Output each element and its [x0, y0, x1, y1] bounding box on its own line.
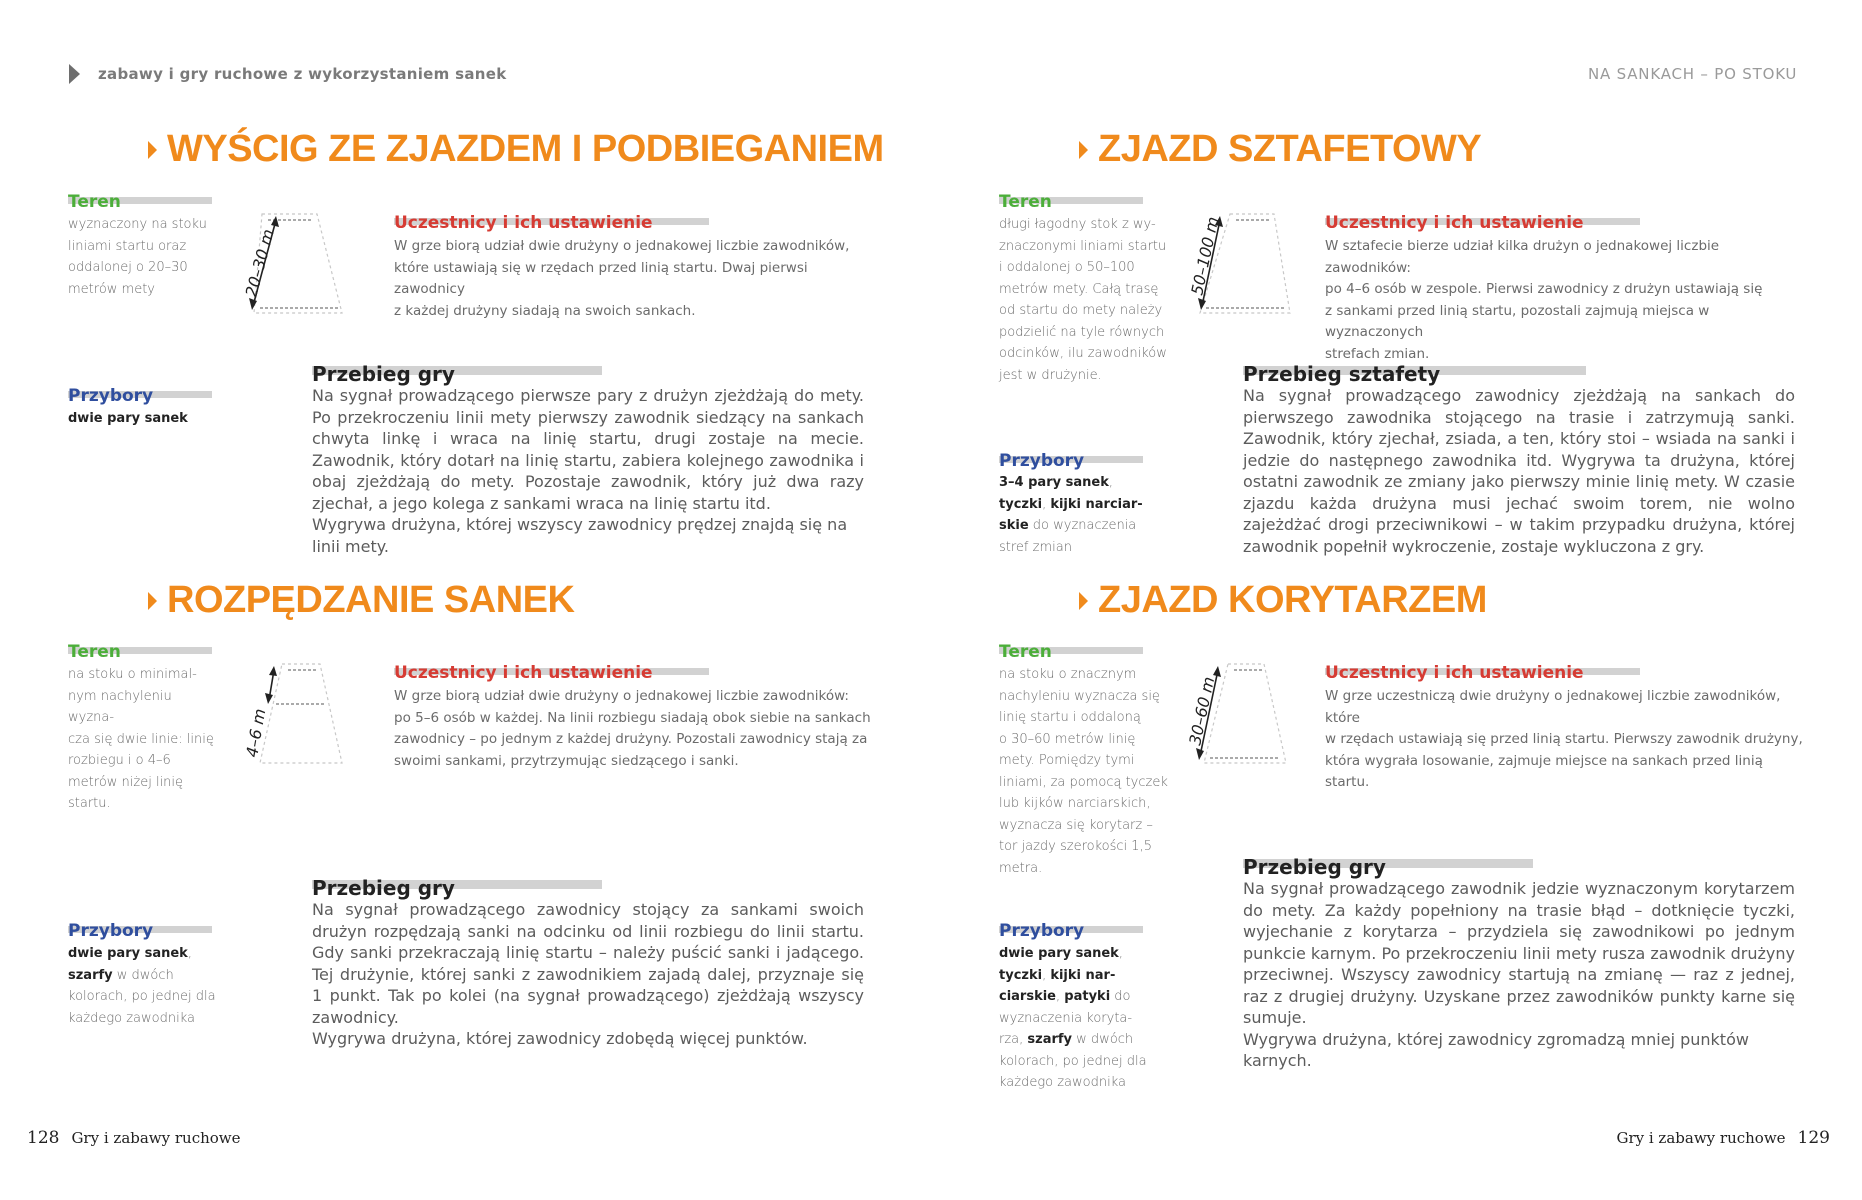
uczestnicy-label: Uczestnicy i ich ustawienie: [394, 213, 653, 233]
game-title: [1079, 128, 1481, 171]
running-head-right: NA SANKACH – PO STOKU: [1588, 65, 1798, 83]
distance-label: 4–6 m: [242, 707, 270, 759]
footer-title: Gry i zabawy ruchowe: [71, 1129, 241, 1147]
przybory-label: Przybory: [68, 921, 153, 941]
title-arrow-icon: [1079, 592, 1088, 610]
slope-diagram: [1180, 208, 1298, 318]
distance-label: 50–100 m: [1187, 215, 1223, 297]
game-title-text: ZJAZD SZTAFETOWY: [1098, 128, 1482, 170]
game-title-text: ZJAZD KORYTARZEM: [1098, 579, 1487, 621]
section-marker-icon: [69, 64, 80, 84]
slope-diagram: [232, 208, 350, 318]
przybory-label: Przybory: [999, 921, 1084, 941]
przebieg-label: Przebieg gry: [312, 362, 455, 386]
page-number: 129: [1797, 1128, 1830, 1148]
game-title-text: WYŚCIG ZE ZJAZDEM I PODBIEGANIEM: [167, 128, 884, 170]
przybory-text: dwie pary sanek: [68, 411, 188, 426]
uczestnicy-text: W sztafecie bierze udział kilka drużyn o jednakowej liczbie zawodników: po 4–6 osób w zespole. Pierwsi zawodnicy z drużyn ustawiają się z sankami przed linią startu, pozostali zajmują miejsca w wyznaczonych strefach zmian.: [1325, 238, 1763, 362]
running-head-left: zabawy i gry ruchowe z wykorzystaniem sanek: [98, 65, 507, 83]
przebieg-text: Na sygnał prowadzącego zawodnicy stojący za sankami swoich drużyn rozpędzają sanki na odcinku od linii rozbiegu do linii startu. Gdy sanki przekraczają linię startu – należy puścić sanki i jadącego. Tej drużynie, której sanki z zawodnikiem zajadą dalej, przyznaje się 1 punkt. Tak po kolei (na sygnał prowadzącego) zjeżdżają wszyscy zawodnicy. Wygrywa drużyna, której zawodnicy zdobędą więcej punktów.: [312, 900, 864, 1048]
teren-text: na stoku o znacznym nachyleniu wyznacza się linię startu i oddaloną o 30–60 metrów linię mety. Pomiędzy tymi liniami, za pomocą tyczek lub kijków narciarskich, wyznacza się korytarz – tor jazdy szerokości 1,5 metra.: [999, 667, 1168, 876]
przybory-text: dwie pary sanek, tyczki, kijki nar- ciarskie, patyki do wyznaczenia koryta- rza, szarfy w dwóch kolorach, po jednej dla każdego zawodnika: [999, 946, 1147, 1090]
teren-text: długi łagodny stok z wy- znaczonymi liniami startu i oddalonej o 50–100 metrów mety. Całą trasę od startu do mety należy podzielić na tyle równych odcinków, ilu zawodników jest w drużynie.: [999, 217, 1167, 383]
przybory-label: Przybory: [68, 386, 153, 406]
game-title-text: ROZPĘDZANIE SANEK: [167, 579, 575, 621]
footer-title: Gry i zabawy ruchowe: [1616, 1129, 1786, 1147]
uczestnicy-text: W grze uczestniczą dwie drużyny o jednakowej liczbie zawodników, które w rzędach ustawiają się przed linią startu. Pierwszy zawodnik drużyny, która wygrała losowanie, zajmuje miejsce na sankach przed linią startu.: [1325, 688, 1803, 790]
page-number: 128: [27, 1128, 60, 1148]
przebieg-text: Na sygnał prowadzącego pierwsze pary z drużyn zjeżdżają do mety. Po przekroczeniu linii mety pierwszy zawodnik siedzący na sankach chwyta linkę i wraca na linię startu, drugi zostaje na mecie. Zawodnik, który dotarł na linię startu, zabiera kolejnego zawodnika i obaj zjeżdżają do mety. Pozostaje zawodnik, który już dwa razy zjechał, a jego kolega z sankami wraca na linię startu itd. Wygrywa drużyna, której wszyscy zawodnicy prędzej znajdą się na linii mety.: [312, 386, 864, 556]
footer-left: [27, 1128, 241, 1148]
distance-label: 20–30 m: [241, 227, 278, 300]
uczestnicy-label: Uczestnicy i ich ustawienie: [1325, 663, 1584, 683]
uczestnicy-text: W grze biorą udział dwie drużyny o jednakowej liczbie zawodników: po 5–6 osób w każdej. Na linii rozbiegu siadają obok siebie na sankach zawodnicy – po jednym z każdej drużyny. Pozostali zawodnicy stają za swoimi sankami, przytrzymując siedzącego i sanki.: [394, 688, 871, 769]
przebieg-label: Przebieg sztafety: [1243, 362, 1440, 386]
footer-right: [1616, 1128, 1830, 1148]
teren-label: Teren: [999, 192, 1052, 212]
teren-label: Teren: [68, 192, 121, 212]
game-title: [1079, 579, 1487, 622]
przebieg-label: Przebieg gry: [1243, 855, 1386, 879]
teren-label: Teren: [68, 642, 121, 662]
slope-diagram: [1180, 658, 1298, 768]
przebieg-label: Przebieg gry: [312, 876, 455, 900]
teren-text: na stoku o minimal- nym nachyleniu wyzna- cza się dwie linie: linię rozbiegu i o 4–6 metrów niżej linię startu.: [68, 667, 214, 811]
game-title: [148, 579, 574, 622]
title-arrow-icon: [148, 141, 157, 159]
teren-label: Teren: [999, 642, 1052, 662]
game-title: [148, 128, 884, 171]
przebieg-text: Na sygnał prowadzącego zawodnik jedzie wyznaczonym korytarzem do mety. Za każdy popełniony na trasie błąd – dotknięcie tyczki, wyjechanie z korytarza – przydziela się zawodnikowi po jednym punkcie karnym. Po przekroczeniu linii mety rusza zawodnik drużyny przeciwnej. Wszyscy zawodnicy startują na zmianę — raz z jednej, raz z drugiej drużyny. Uzyskane przez zawodników punkty karne się sumuje. Wygrywa drużyna, której zawodnicy zgromadzą mniej punktów karnych.: [1243, 879, 1795, 1070]
przybory-text: 3–4 pary sanek, tyczki, kijki narciar- skie do wyznaczenia stref zmian: [999, 475, 1143, 555]
przybory-text: dwie pary sanek, szarfy w dwóch kolorach, po jednej dla każdego zawodnika: [68, 946, 216, 1026]
przybory-label: Przybory: [999, 451, 1084, 471]
teren-text: wyznaczony na stoku liniami startu oraz oddalonej o 20–30 metrów mety: [68, 217, 207, 297]
uczestnicy-label: Uczestnicy i ich ustawienie: [394, 663, 653, 683]
distance-label: 30–60 m: [1185, 675, 1219, 747]
slope-diagram: [232, 658, 350, 768]
uczestnicy-label: Uczestnicy i ich ustawienie: [1325, 213, 1584, 233]
title-arrow-icon: [148, 592, 157, 610]
uczestnicy-text: W grze biorą udział dwie drużyny o jednakowej liczbie zawodników, które ustawiają się w rzędach przed linią startu. Dwaj pierwsi zawodnicy z każdej drużyny siadają na swoich sankach.: [394, 238, 850, 319]
przebieg-text: Na sygnał prowadzącego zawodnicy zjeżdżają na sankach do pierwszego zawodnika stojącego na trasie i zatrzymują sanki. Zawodnik, który zjechał, zsiada, a ten, który stoi – wsiada na sanki i jedzie do następnego zawodnika itd. Wygrywa ta drużyna, której ostatni zawodnik ze zmiany jako pierwszy minie linię mety. W czasie zjazdu każda drużyna musi jechać swoim torem, nie wolno zajeżdżać drogi przeciwnikowi – w takim przypadku drużyna, której zawodnik popełnił wykroczenie, zostaje wykluczona z gry.: [1243, 386, 1795, 556]
title-arrow-icon: [1079, 141, 1088, 159]
